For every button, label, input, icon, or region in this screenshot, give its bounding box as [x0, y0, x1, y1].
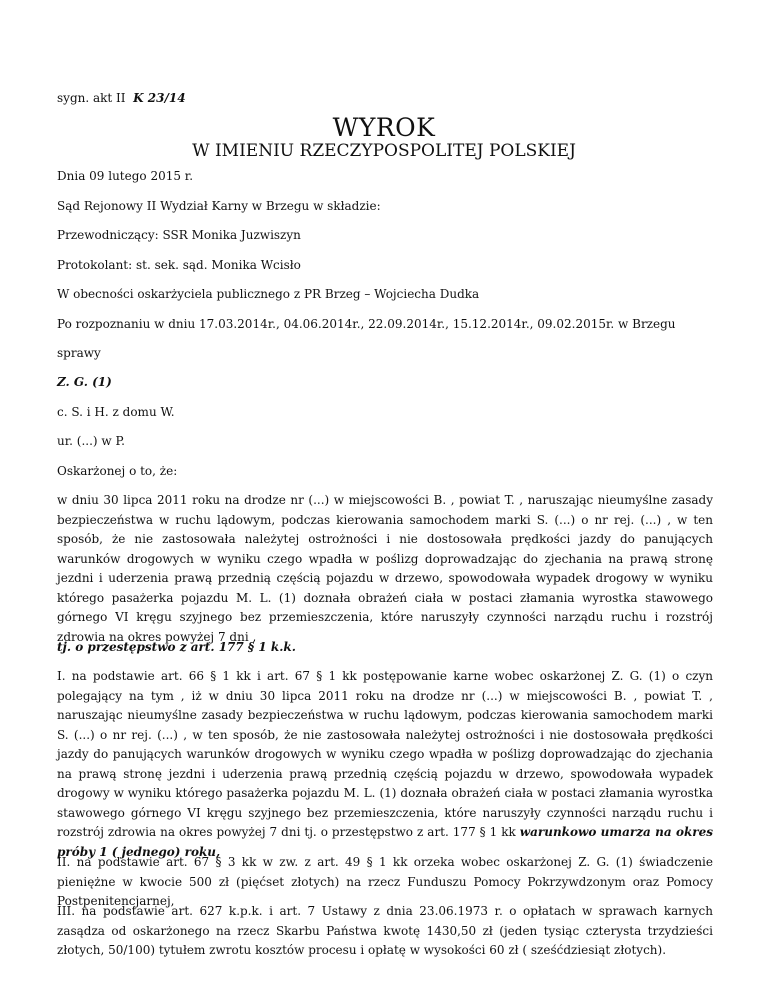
ruling-1 [57, 667, 713, 862]
defendant-birth: ur. (...) w P. [57, 434, 125, 448]
ruling-2: II. na podstawie art. 67 § 3 kk w zw. z art. 49 § 1 kk orzeka wobec oskarżonej Z. G. (1) świadczenie pieniężne w kwocie 500 zł (pięćset złotych) na rzecz Funduszu Pomocy Pokrzywdzonym oraz Pomocy Postpenitencjarnej, [57, 855, 713, 908]
accused-intro: Oskarżonej o to, że: [57, 464, 178, 478]
chair-line: Przewodniczący: SSR Monika Juzwiszyn [57, 228, 301, 242]
clerk-line: Protokolant: st. sek. sąd. Monika Wcisło [57, 258, 301, 272]
case-signature [57, 89, 713, 109]
date-line: Dnia 09 lutego 2015 r. [57, 169, 194, 183]
judgment-subtitle: W IMIENIU RZECZYPOSPOLITEJ POLSKIEJ [192, 141, 576, 161]
court-line: Sąd Rejonowy II Wydział Karny w Brzegu w składzie: [57, 199, 381, 213]
legal-qualification: tj. o przestępstwo z art. 177 § 1 k.k. [57, 640, 296, 654]
defendant-parents: c. S. i H. z domu W. [57, 405, 175, 419]
ruling-3: III. na podstawie art. 627 k.p.k. i art. 7 Ustawy z dnia 23.06.1973 r. o opłatach w sprawach karnych zasądza od oskarżonego na rzecz Skarbu Państwa kwotę 1430,50 zł (jeden tysiąc czterysta trzydzieści złotych, 50/100) tytułem zwrotu kosztów procesu i opłatę w wysokości 60 zł ( sześćdziesiąt złotych). [57, 904, 713, 957]
case-prefix: sygn. akt II [57, 91, 126, 105]
case-number: K 23/14 [133, 91, 186, 105]
ruling-1-text: I. na podstawie art. 66 § 1 kk i art. 67 § 1 kk postępowanie karne wobec oskarżonej Z. G. (1) o czyn polegający na tym , iż w dniu 30 lipca 2011 roku na drodze nr (...) w miejscowości B. , powiat T. , naruszając nieumyślne zasady bezpieczeństwa w ruchu lądowym, podczas kierowania samochodem marki S. (...) o nr rej. (...) , w ten sposób, że nie zastosowała należytej ostrożności i nie dostosowała prędkości jazdy do panujących warunków drogowych w wyniku czego wpadła w poślizg doprowadzając do zjechania na prawą stronę jezdni i uderzenia prawą przednią częścią pojazdu w drzewo, spowodowała wypadek drogowy w wyniku którego pasażerka pojazdu M. L. (1) doznała obrażeń ciała w postaci złamania wyrostka stawowego górnego VI kręgu szyjnego bez przemieszczenia, które naruszyły czynności narządu ruchu i rozstrój zdrowia na okres powyżej 7 dni tj. o przestępstwo z art. 177 § 1 kk [57, 669, 713, 839]
charge-paragraph: w dniu 30 lipca 2011 roku na drodze nr (...) w miejscowości B. , powiat T. , naruszając nieumyślne zasady bezpieczeństwa w ruchu lądowym, podczas kierowania samochodem marki S. (...) o nr rej. (...) , w ten sposób, że nie zastosowała należytej ostrożności i nie dostosowała prędkości jazdy do panujących warunków drogowych w wyniku czego wpadła w poślizg doprowadzając do zjechania na prawą stronę jezdni i uderzenia prawą przednią częścią pojazdu w drzewo, spowodowała wypadek drogowy w wyniku którego pasażerka pojazdu M. L. (1) doznała obrażeń ciała w postaci złamania wyrostka stawowego górnego VI kręgu szyjnego bez przemieszczenia, które naruszyły czynności narządu ruchu i rozstrój zdrowia na okres powyżej 7 dni , [57, 493, 713, 644]
case-word: sprawy [57, 346, 101, 360]
hearing-line: Po rozpoznaniu w dniu 17.03.2014r., 04.06.2014r., 22.09.2014r., 15.12.2014r., 09.02.2015r. w Brzegu [57, 317, 676, 331]
judgment-title: WYROK [332, 113, 436, 142]
ruling-1-emphasis: warunkowo umarza na okres próby 1 ( jednego) roku, [57, 825, 713, 859]
defendant-name: Z. G. (1) [57, 375, 112, 389]
prosecutor-line: W obecności oskarżyciela publicznego z PR Brzeg – Wojciecha Dudka [57, 287, 480, 301]
